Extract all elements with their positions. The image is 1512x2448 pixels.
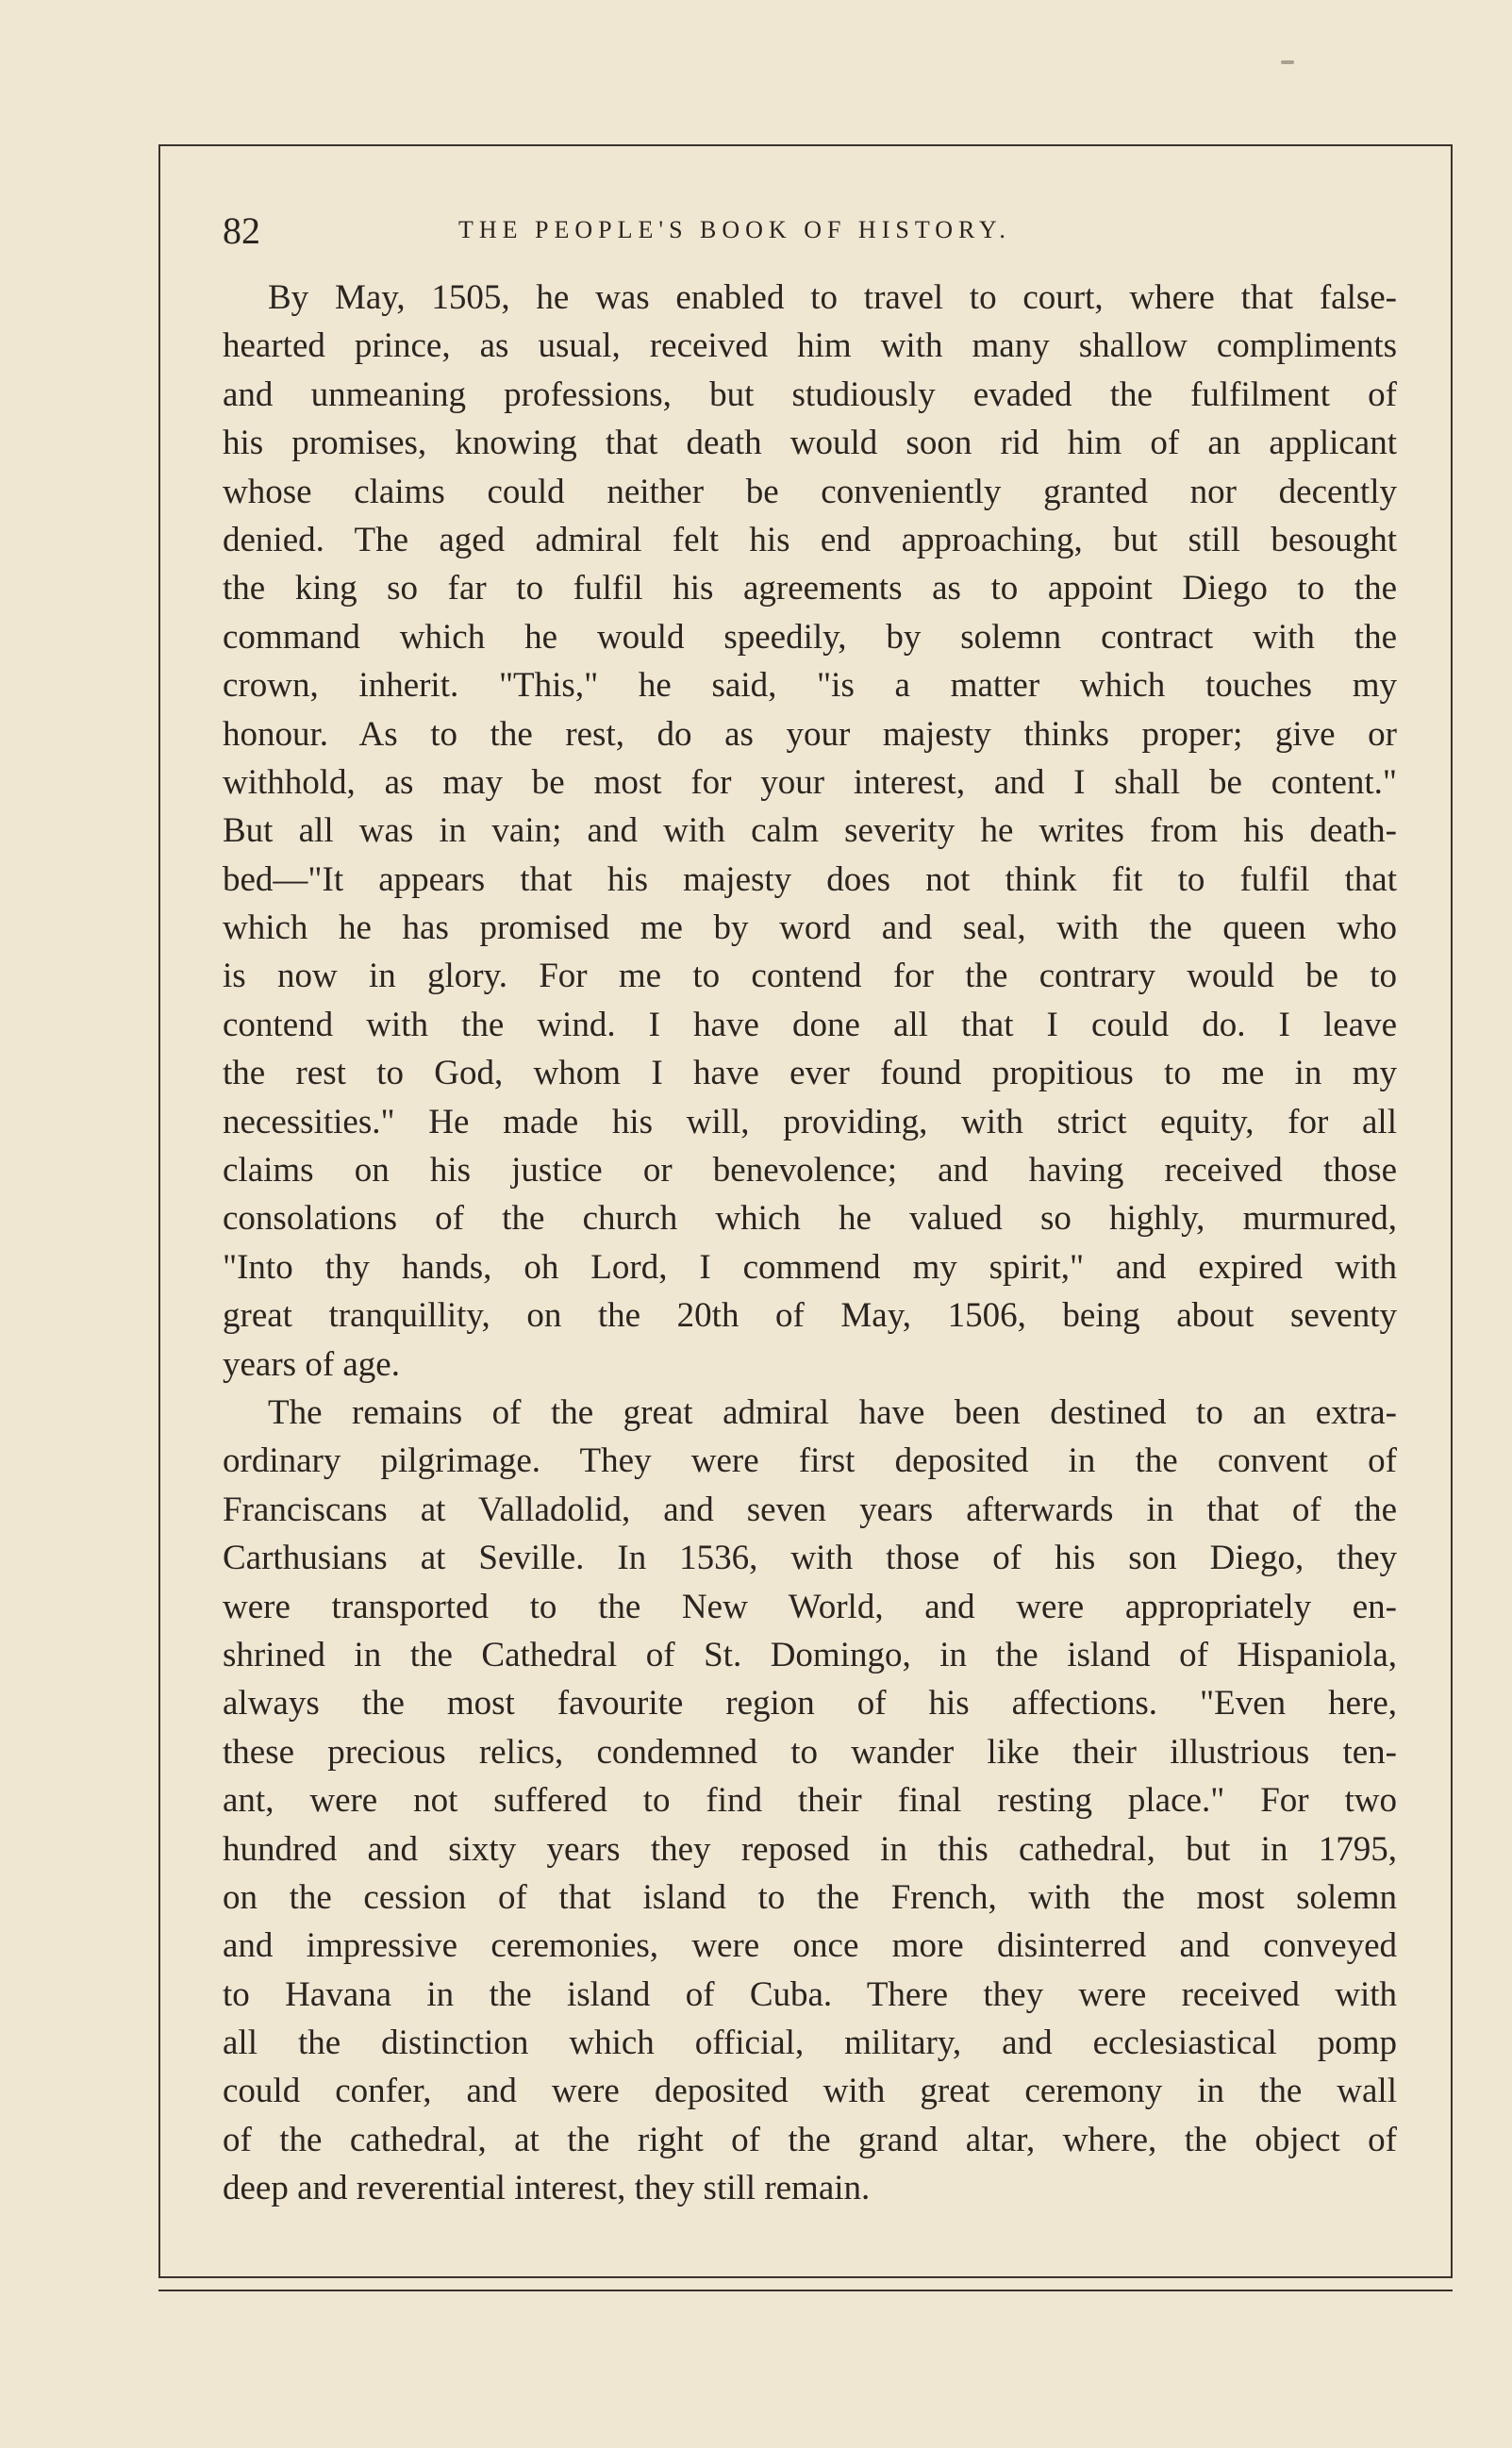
text-line: The remains of the great admiral have been destined to an extra- [268, 1392, 1397, 1432]
text-line: "Into thy hands, oh Lord, I commend my spirit," and expired with [223, 1247, 1397, 1287]
text-line: deep and reverential interest, they still remain. [223, 2169, 871, 2208]
text-line: and unmeaning professions, but studiously evaded the fulfilment of [223, 375, 1397, 414]
text-line: necessities." He made his will, providing, with strict equity, for all [223, 1102, 1397, 1141]
text-line: command which he would speedily, by solemn contract with the [223, 617, 1397, 657]
text-line: By May, 1505, he was enabled to travel to court, where that false- [268, 278, 1397, 317]
paper-fleck [1281, 60, 1294, 64]
body-text [223, 274, 1397, 2213]
text-line: consolations of the church which he valued so highly, murmured, [223, 1199, 1397, 1239]
text-line: to Havana in the island of Cuba. There they were received with [223, 1974, 1397, 2014]
text-line: crown, inherit. "This," he said, "is a matter which touches my [223, 666, 1397, 706]
text-line: were transported to the New World, and were appropriately en- [223, 1587, 1397, 1626]
text-line: withhold, as may be most for your interest, and I shall be content." [223, 762, 1397, 802]
text-line: the king so far to fulfil his agreements as to appoint Diego to the [223, 569, 1397, 608]
text-line: claims on his justice or benevolence; and having received those [223, 1151, 1397, 1191]
text-line: Franciscans at Valladolid, and seven years afterwards in that of the [223, 1490, 1397, 1529]
text-line: his promises, knowing that death would soon rid him of an applicant [223, 424, 1397, 463]
text-line: these precious relics, condemned to wander like their illustrious ten- [223, 1732, 1397, 1772]
text-line: honour. As to the rest, do as your majesty thinks proper; give or [223, 714, 1397, 754]
text-line: denied. The aged admiral felt his end approaching, but still besought [223, 520, 1397, 559]
text-line: which he has promised me by word and seal, with the queen who [223, 908, 1397, 948]
text-line: bed—"It appears that his majesty does not think fit to fulfil that [223, 859, 1397, 899]
text-line: and impressive ceremonies, were once more disinterred and conveyed [223, 1926, 1397, 1966]
text-line: is now in glory. For me to contend for the contrary would be to [223, 957, 1397, 996]
text-line: great tranquillity, on the 20th of May, 1506, being about seventy [223, 1296, 1397, 1336]
text-line: shrined in the Cathedral of St. Domingo, in the island of Hispaniola, [223, 1635, 1397, 1674]
text-line: contend with the wind. I have done all that I could do. I leave [223, 1005, 1397, 1044]
text-line: whose claims could neither be conveniently granted nor decently [223, 472, 1397, 511]
text-line: all the distinction which official, military, and ecclesiastical pomp [223, 2023, 1397, 2063]
text-line: could confer, and were deposited with great ceremony in the wall [223, 2072, 1397, 2111]
running-head [223, 198, 1397, 255]
text-line: of the cathedral, at the right of the grand altar, where, the object of [223, 2120, 1397, 2159]
page-number: 82 [223, 209, 260, 252]
text-line: ordinary pilgrimage. They were first deposited in the convent of [223, 1441, 1397, 1481]
text-line: the rest to God, whom I have ever found propitious to me in my [223, 1054, 1397, 1093]
text-line: hearted prince, as usual, received him with many shallow compliments [223, 326, 1397, 366]
text-line: always the most favourite region of his affections. "Even here, [223, 1684, 1397, 1724]
text-line: hundred and sixty years they reposed in this cathedral, but in 1795, [223, 1829, 1397, 1869]
text-line: But all was in vain; and with calm severity he writes from his death- [223, 811, 1397, 851]
running-title: THE PEOPLE'S BOOK OF HISTORY. [458, 216, 1011, 243]
text-line: Carthusians at Seville. In 1536, with those of his son Diego, they [223, 1539, 1397, 1578]
page-bottom-rule [158, 2290, 1453, 2291]
text-line: ant, were not suffered to find their final resting place." For two [223, 1781, 1397, 1821]
text-line: years of age. [223, 1344, 400, 1384]
text-line: on the cession of that island to the French, with the most solemn [223, 1877, 1397, 1917]
